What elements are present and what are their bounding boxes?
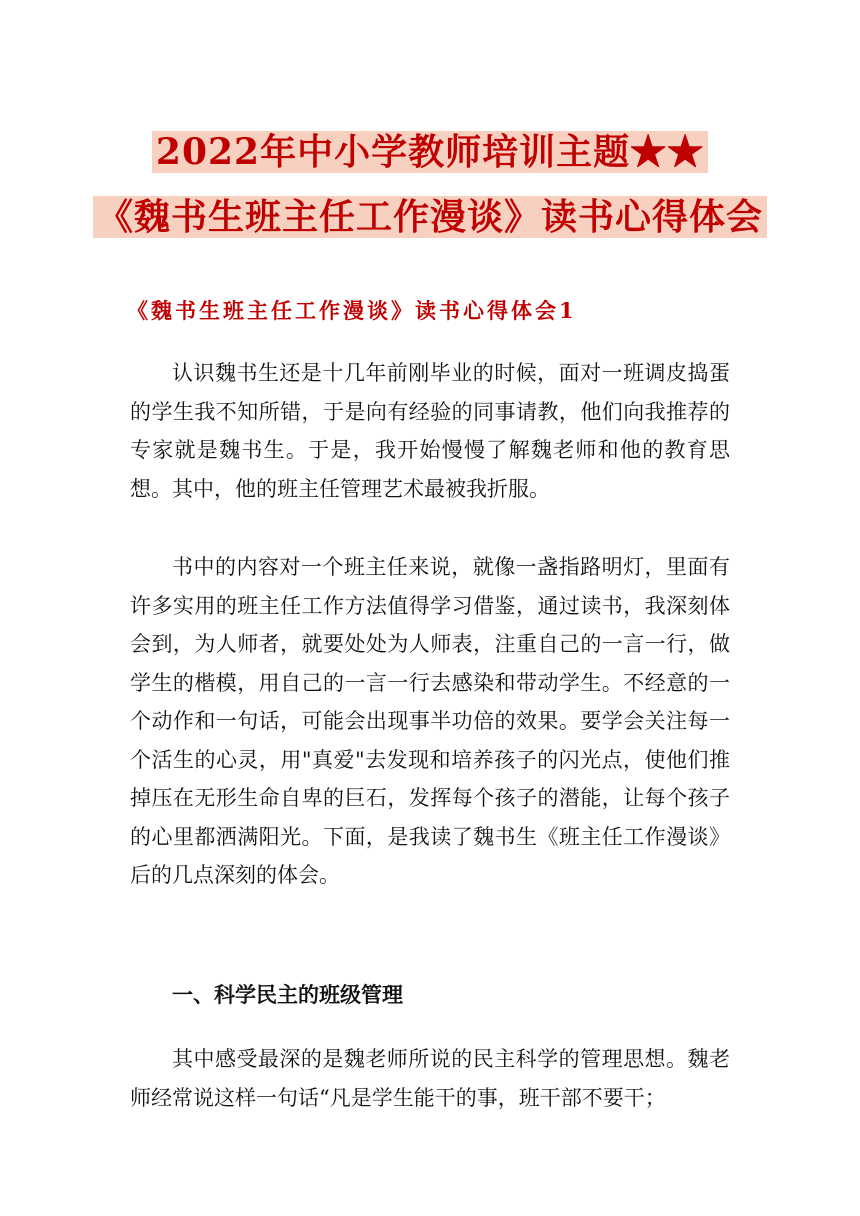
title-line-2-text: 《魏书生班主任工作漫谈》读书心得体会	[93, 196, 767, 238]
document-title-line-1	[0, 128, 860, 176]
document-title-line-2	[0, 193, 860, 241]
paragraph-3: 其中感受最深的是魏老师所说的民主科学的管理思想。魏老师经常说这样一句话“凡是学生能干的事，班干部不要干；	[130, 1047, 730, 1110]
section-heading: 《魏书生班主任工作漫谈》读书心得体会1	[127, 298, 577, 323]
paragraph-2: 书中的内容对一个班主任来说，就像一盏指路明灯，里面有许多实用的班主任工作方法值得学习借鉴，通过读书，我深刻体会到，为人师者，就要处处为人师表，注重自己的一言一行，做学生的楷模，用自己的一言一行去感染和带动学生。不经意的一个动作和一句话，可能会出现事半功倍的效果。要学会关注每一个活生的心灵，用"真爱"去发现和培养孩子的闪光点，使他们推掉压在无形生命自卑的巨石，发挥每个孩子的潜能，让每个孩子的心里都洒满阳光。下面，是我读了魏书生《班主任工作漫谈》后的几点深刻的体会。	[130, 555, 730, 887]
subheading-democratic-management: 一、科学民主的班级管理	[172, 982, 403, 1007]
title-line-1-text: 2022年中小学教师培训主题★★	[152, 131, 708, 173]
paragraph-1: 认识魏书生还是十几年前刚毕业的时候，面对一班调皮捣蛋的学生我不知所错，于是向有经验的同事请教，他们向我推荐的专家就是魏书生。于是，我开始慢慢了解魏老师和他的教育思想。其中，他的班主任管理艺术最被我折服。	[130, 361, 730, 501]
